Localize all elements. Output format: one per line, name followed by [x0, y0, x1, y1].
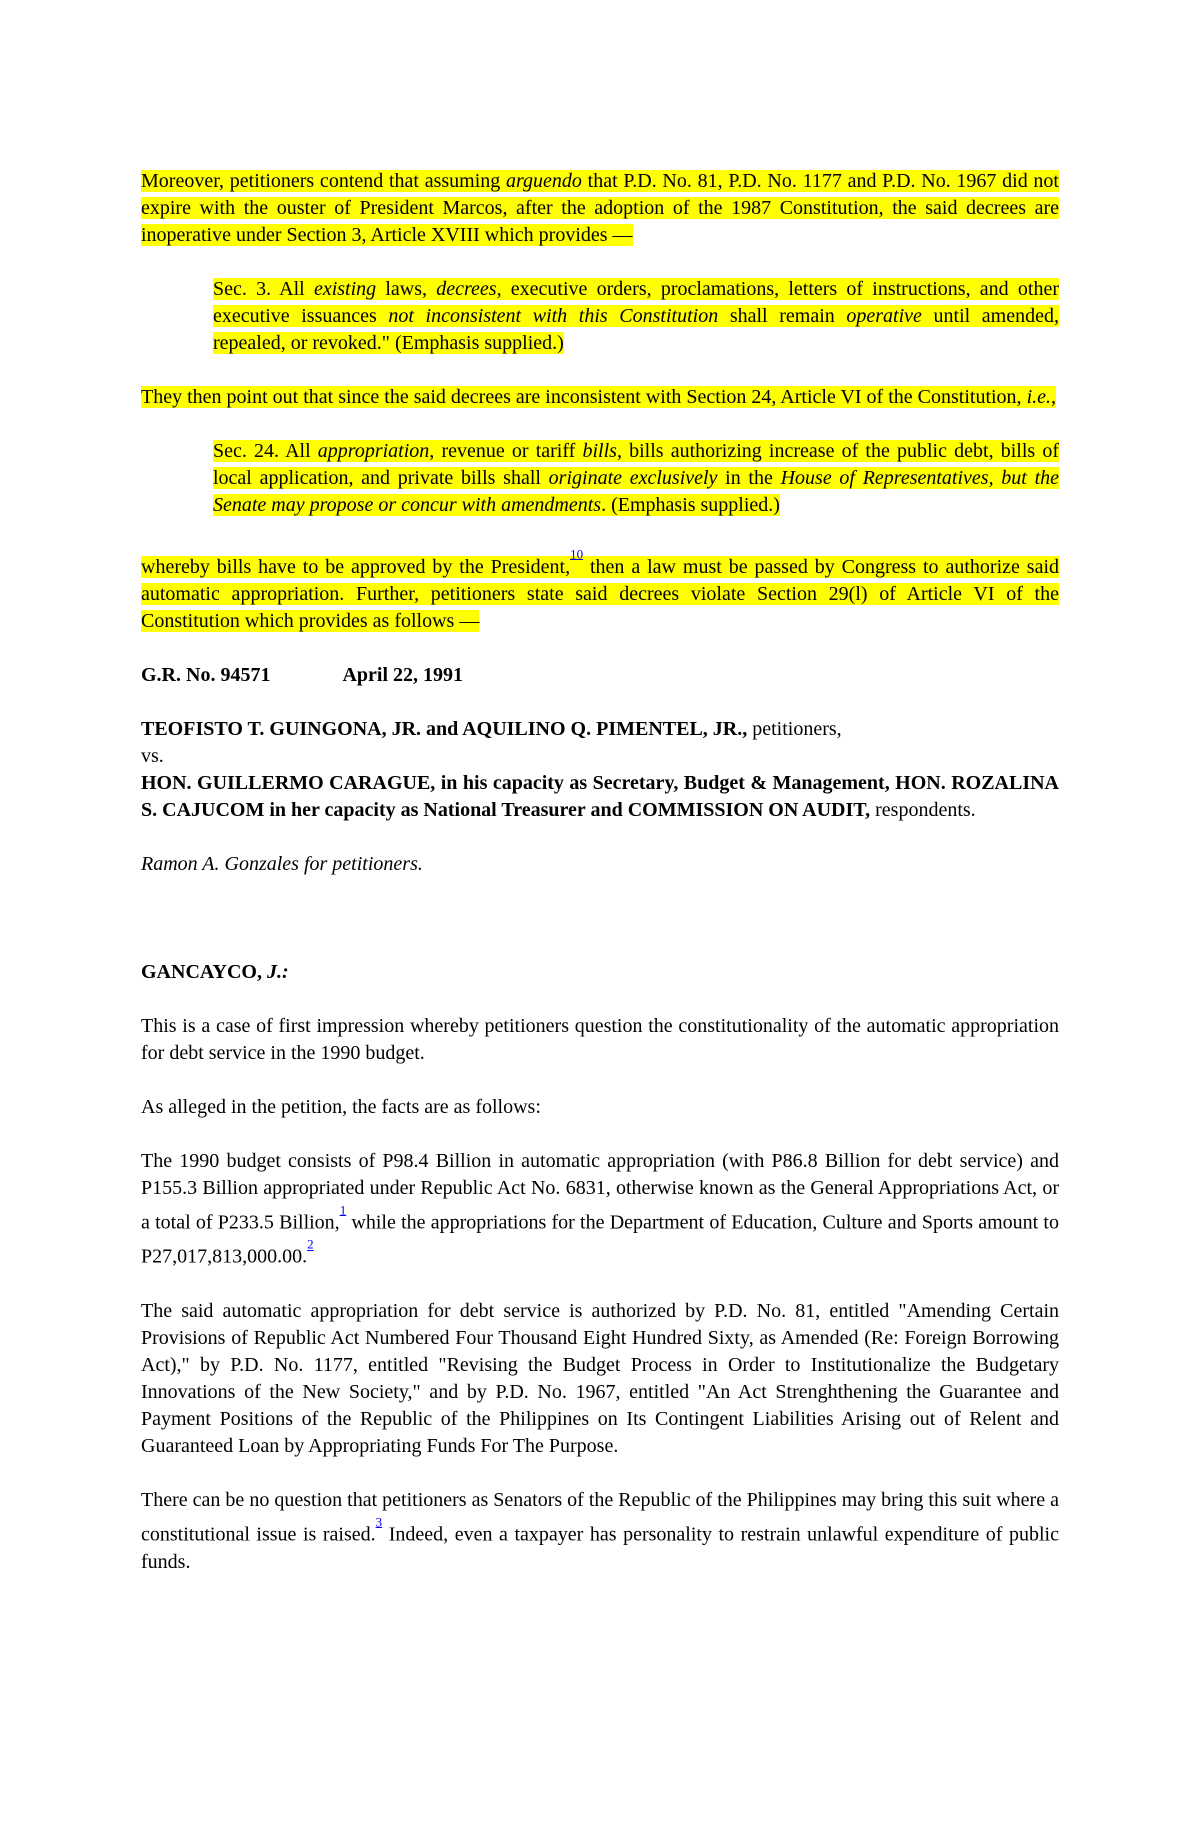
footnote-link-10[interactable]: 10: [570, 546, 584, 562]
document-page: [141, 168, 1059, 1603]
case-caption: [141, 662, 1059, 689]
quote-section-3: Sec. 3. All existing laws, decrees, executive orders, proclamations, letters of instructions, and other executive issuances not inconsistent with this Constitution shall remain operative until amended, repealed, or revoked." (Emphasis supplied.): [213, 278, 1059, 354]
body-paragraph-3: The 1990 budget consists of P98.4 Billion in automatic appropriation (with P86.8 Billion for debt service) and P155.3 Billion appropriated under Republic Act No. 6831, otherwise known as the General Appropriations Act, or a total of P233.5 Billion,$^{^1}$ while the appropriations for the Department of Education, Culture and Sports amount to P27,017,813,000.00.$^{^2}$: [141, 1149, 1059, 1268]
respondents: HON. GUILLERMO CARAGUE, in his capacity as Secretary, Budget & Management, HON. ROZALINA S. CAJUCOM in her capacity as National Treasurer and COMMISSION ON AUDIT, respondents.: [141, 771, 1059, 821]
footnote-link-2[interactable]: 2: [307, 1236, 314, 1252]
intro-paragraph-1: Moreover, petitioners contend that assuming arguendo that P.D. No. 81, P.D. No. 1177 and P.D. No. 1967 did not expire with the ouster of President Marcos, after the adoption of the 1987 Constitution, the said decrees are inoperative under Section 3, Article XVIII which provides —: [141, 170, 1059, 246]
intro-paragraph-2: They then point out that since the said decrees are inconsistent with Section 24, Article VI of the Constitution, i.e.,: [141, 386, 1056, 408]
ponente: GANCAYCO, J.:: [141, 960, 289, 983]
versus: vs.: [141, 744, 164, 767]
footnote-link-1[interactable]: 1: [339, 1202, 347, 1218]
footnote-link-3[interactable]: 3: [375, 1514, 383, 1530]
gr-number: G.R. No. 94571: [141, 663, 271, 686]
quote-section-24: Sec. 24. All appropriation, revenue or tariff bills, bills authorizing increase of the public debt, bills of local application, and private bills shall originate exclusively in the House of Representatives, but the Senate may propose or concur with amendments. (Emphasis supplied.): [213, 440, 1059, 516]
petitioners: TEOFISTO T. GUINGONA, JR. and AQUILINO Q. PIMENTEL, JR., petitioners,: [141, 717, 842, 740]
intro-paragraph-3: whereby bills have to be approved by the President,$^{^{10}}$ then a law must be passed by Congress to authorize said automatic appropriation. Further, petitioners state said decrees violate Section 29(l) of Article VI of the Constitution which provides as follows —: [141, 546, 1060, 632]
counsel: Ramon A. Gonzales for petitioners.: [141, 852, 423, 875]
body-paragraph-2: As alleged in the petition, the facts are as follows:: [141, 1095, 541, 1118]
spacer: [141, 905, 1059, 959]
body-paragraph-5: There can be no question that petitioners as Senators of the Republic of the Philippines may bring this suit where a constitutional issue is raised.$^{^3}$ Indeed, even a taxpayer has personality to restrain unlawful expenditure of public funds.: [141, 1488, 1059, 1573]
parties-block: [141, 716, 1059, 824]
body-paragraph-4: The said automatic appropriation for debt service is authorized by P.D. No. 81, entitled "Amending Certain Provisions of Republic Act Numbered Four Thousand Eight Hundred Sixty, as Amended (Re: Foreign Borrowing Act)," by P.D. No. 1177, entitled "Revising the Budget Process in Order to Institutionalize the Budgetary Innovations of the New Society," and by P.D. No. 1967, entitled "An Act Strenghthening the Guarantee and Payment Positions of the Republic of the Philippines on Its Contingent Liabilities Arising out of Relent and Guaranteed Loan by Appropriating Funds For The Purpose.: [141, 1299, 1059, 1457]
decision-date: April 22, 1991: [342, 663, 464, 686]
body-paragraph-1: This is a case of first impression whereby petitioners question the constitutionality of the automatic appropriation for debt service in the 1990 budget.: [141, 1014, 1059, 1064]
